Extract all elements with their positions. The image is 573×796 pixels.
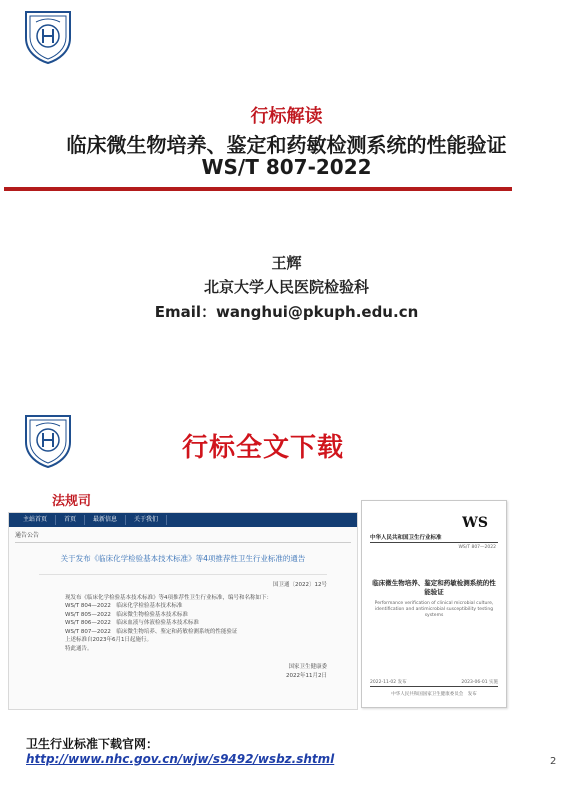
cover-header: 中华人民共和国卫生行业标准 <box>370 535 442 541</box>
notice-effective: 上述标准自2023年6月1日起施行。 <box>65 637 152 643</box>
download-site-link[interactable]: http://www.nhc.gov.cn/wjw/s9492/wsbz.shtml <box>26 752 335 766</box>
nav-item-main[interactable]: 主站首页 <box>15 515 56 525</box>
hospital-logo-2 <box>22 412 74 468</box>
cover-implement: 2023-06-01 实施 <box>461 680 498 685</box>
slide-title: 临床微生物培养、鉴定和药敏检测系统的性能验证 <box>66 133 507 157</box>
doc-number: 国卫通〔2022〕12号 <box>273 582 327 588</box>
website-screenshot <box>8 512 358 710</box>
standard-code: WS/T 807-2022 <box>201 155 372 179</box>
author-name: 王辉 <box>271 254 302 272</box>
standard-cover <box>361 500 507 708</box>
nav-item-about[interactable]: 关于我们 <box>126 515 167 525</box>
cover-code: WS/T 807—2022 <box>458 545 496 550</box>
source-label: 法规司 <box>52 494 92 509</box>
nav-item-latest[interactable]: 最新信息 <box>85 515 126 525</box>
ws-mark: WS <box>462 515 488 531</box>
notice-signer: 国家卫生健康委 <box>288 664 327 670</box>
title-divider <box>4 187 512 191</box>
page-number: 2 <box>550 756 557 767</box>
notice-closing: 特此通告。 <box>65 645 93 652</box>
notice-title[interactable]: 关于发布《临床化学检验基本技术标准》等4项推荐性卫生行业标准的通告 <box>60 554 306 563</box>
cover-title-en: Performance verification of clinical microbial culture, identification and antimicrobial susceptibility testing systems <box>374 601 494 618</box>
notice-date: 2022年11月2日 <box>286 672 327 679</box>
notice-item: WS/T 805—2022 临床微生物检验基本技术标准 <box>65 611 188 618</box>
download-site-label: 卫生行业标准下载官网： <box>26 737 159 751</box>
download-title: 行标全文下载 <box>182 433 345 463</box>
cover-title: 临床微生物培养、鉴定和药敏检测系统的性能验证 <box>372 579 496 596</box>
cover-publish: 2022-11-02 发布 <box>370 680 407 685</box>
site-navbar <box>9 513 357 527</box>
notice-item: WS/T 807—2022 临床微生物培养、鉴定和药敏检测系统的性能验证 <box>65 628 238 635</box>
notice-item: WS/T 806—2022 临床血液与体液检验基本技术标准 <box>65 620 199 626</box>
hospital-logo <box>22 8 74 64</box>
author-affiliation: 北京大学人民医院检验科 <box>203 278 369 296</box>
cover-issuer: 中华人民共和国国家卫生健康委员会 发布 <box>391 692 477 697</box>
author-email: Email：wanghui@pkuph.edu.cn <box>154 303 419 321</box>
slide-tag: 行标解读 <box>250 106 323 127</box>
notice-item: WS/T 804—2022 临床化学检验基本技术标准 <box>65 603 183 609</box>
section-label: 通告公告 <box>15 532 40 539</box>
notice-intro: 现发布《临床化学检验基本技术标准》等4项推荐性卫生行业标准，编号和名称如下： <box>65 594 273 601</box>
nav-item-home[interactable]: 首页 <box>56 515 85 525</box>
